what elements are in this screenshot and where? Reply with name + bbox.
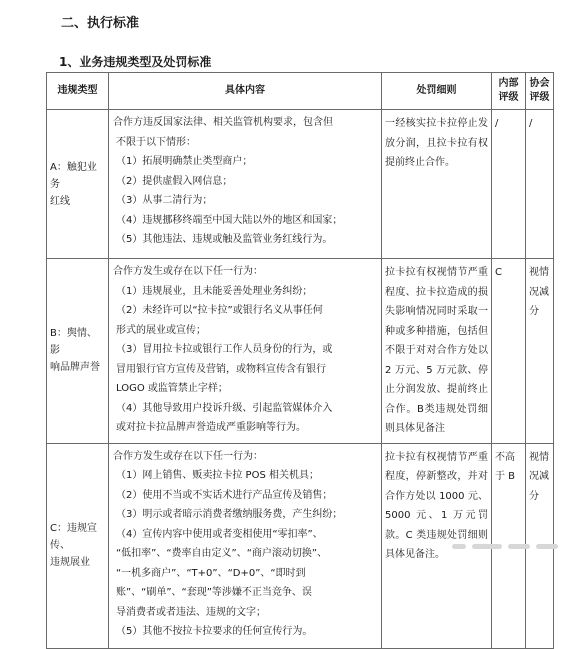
section-title: 二、执行标准 [61, 16, 140, 31]
header-internal-rating: 内部 评级 [492, 73, 526, 110]
violation-type-b: B：舆情、影 响品牌声誉 [47, 259, 109, 444]
header-penalty-rules: 处罚细则 [382, 73, 492, 110]
internal-rating-cell: 不高于 B [492, 443, 526, 648]
content-cell: 合作方发生或存在以下任一行为： （1）违规展业，且未能妥善处理业务纠纷； （2）未经许可以“拉卡拉”或银行名义从事任何 形式的展业或宣传； （3）冒用拉卡拉或银行工作人员身份的行为，或 冒用银行官方宣传及营销，或物料宣传含有银行 LOGO 或监管禁止字样； （4）其他导致用户投诉升级、引起监管媒体介入 或对拉卡拉品牌声誉造成严重影响等行为。 [109, 259, 382, 444]
content-cell: 合作方发生或存在以下任一行为： （1）网上销售、贩卖拉卡拉 POS 相关机具； （2）使用不当或不实话术进行产品宣传及销售； （3）明示或者暗示消费者缴纳服务费，产生纠纷； （4）宣传内容中使用或者变相使用“零扣率”、 “低扣率”、“费率自由定义”、“商户滚动切换”、 “一机多商户”、“T+0”、“D+0”、“即时到 账”、“刷单”、“套现”等涉嫌不正当竞争、误 导消费者或者违法、违规的文字； （5）其他不按拉卡拉要求的任何宣传行为。 [109, 443, 382, 648]
header-association-rating: 协会 评级 [526, 73, 554, 110]
header-content: 具体内容 [109, 73, 382, 110]
penalty-rule-cell: 拉卡拉有权视情节严重程度、拉卡拉造成的损失影响情况同时采取一种或多种措施，包括但不限于对对合作方处以 2 万元、5 万元款、停止分润发放、提前终止合作。B类违规处罚细则具体见备注 [382, 259, 492, 444]
table-header-row [47, 73, 554, 110]
table-row [47, 110, 554, 259]
penalty-rule-cell: 一经核实拉卡拉停止发放分润，且拉卡拉有权提前终止合作。 [382, 110, 492, 259]
violation-type-c: C：违规宣传、 违规展业 [47, 443, 109, 648]
internal-rating-cell: / [492, 110, 526, 259]
header-violation-type: 违规类型 [47, 73, 109, 110]
content-cell: 合作方违反国家法律、相关监管机构要求，包含但 不限于以下情形： （1）拓展明确禁止类型商户； （2）提供虚假入网信息； （3）从事二清行为； （4）违规挪移终端至中国大陆以外的地区和国家； （5）其他违法、违规或触及监管业务红线行为。 [109, 110, 382, 259]
table-row [47, 259, 554, 444]
violation-type-a: A：触犯业务 红线 [47, 110, 109, 259]
subsection-title: 1、业务违规类型及处罚标准 [59, 55, 212, 69]
association-rating-cell: / [526, 110, 554, 259]
internal-rating-cell: C [492, 259, 526, 444]
penalty-rule-cell: 拉卡拉有权视情节严重程度，停新整改，并对合作方处以 1000 元、5000 元、1 万元罚款。C 类违规处罚细则具体见备注。 [382, 443, 492, 648]
watermark [452, 540, 562, 554]
violation-standards-table [46, 72, 554, 649]
association-rating-cell: 视情况减分 [526, 443, 554, 648]
association-rating-cell: 视情况减分 [526, 259, 554, 444]
